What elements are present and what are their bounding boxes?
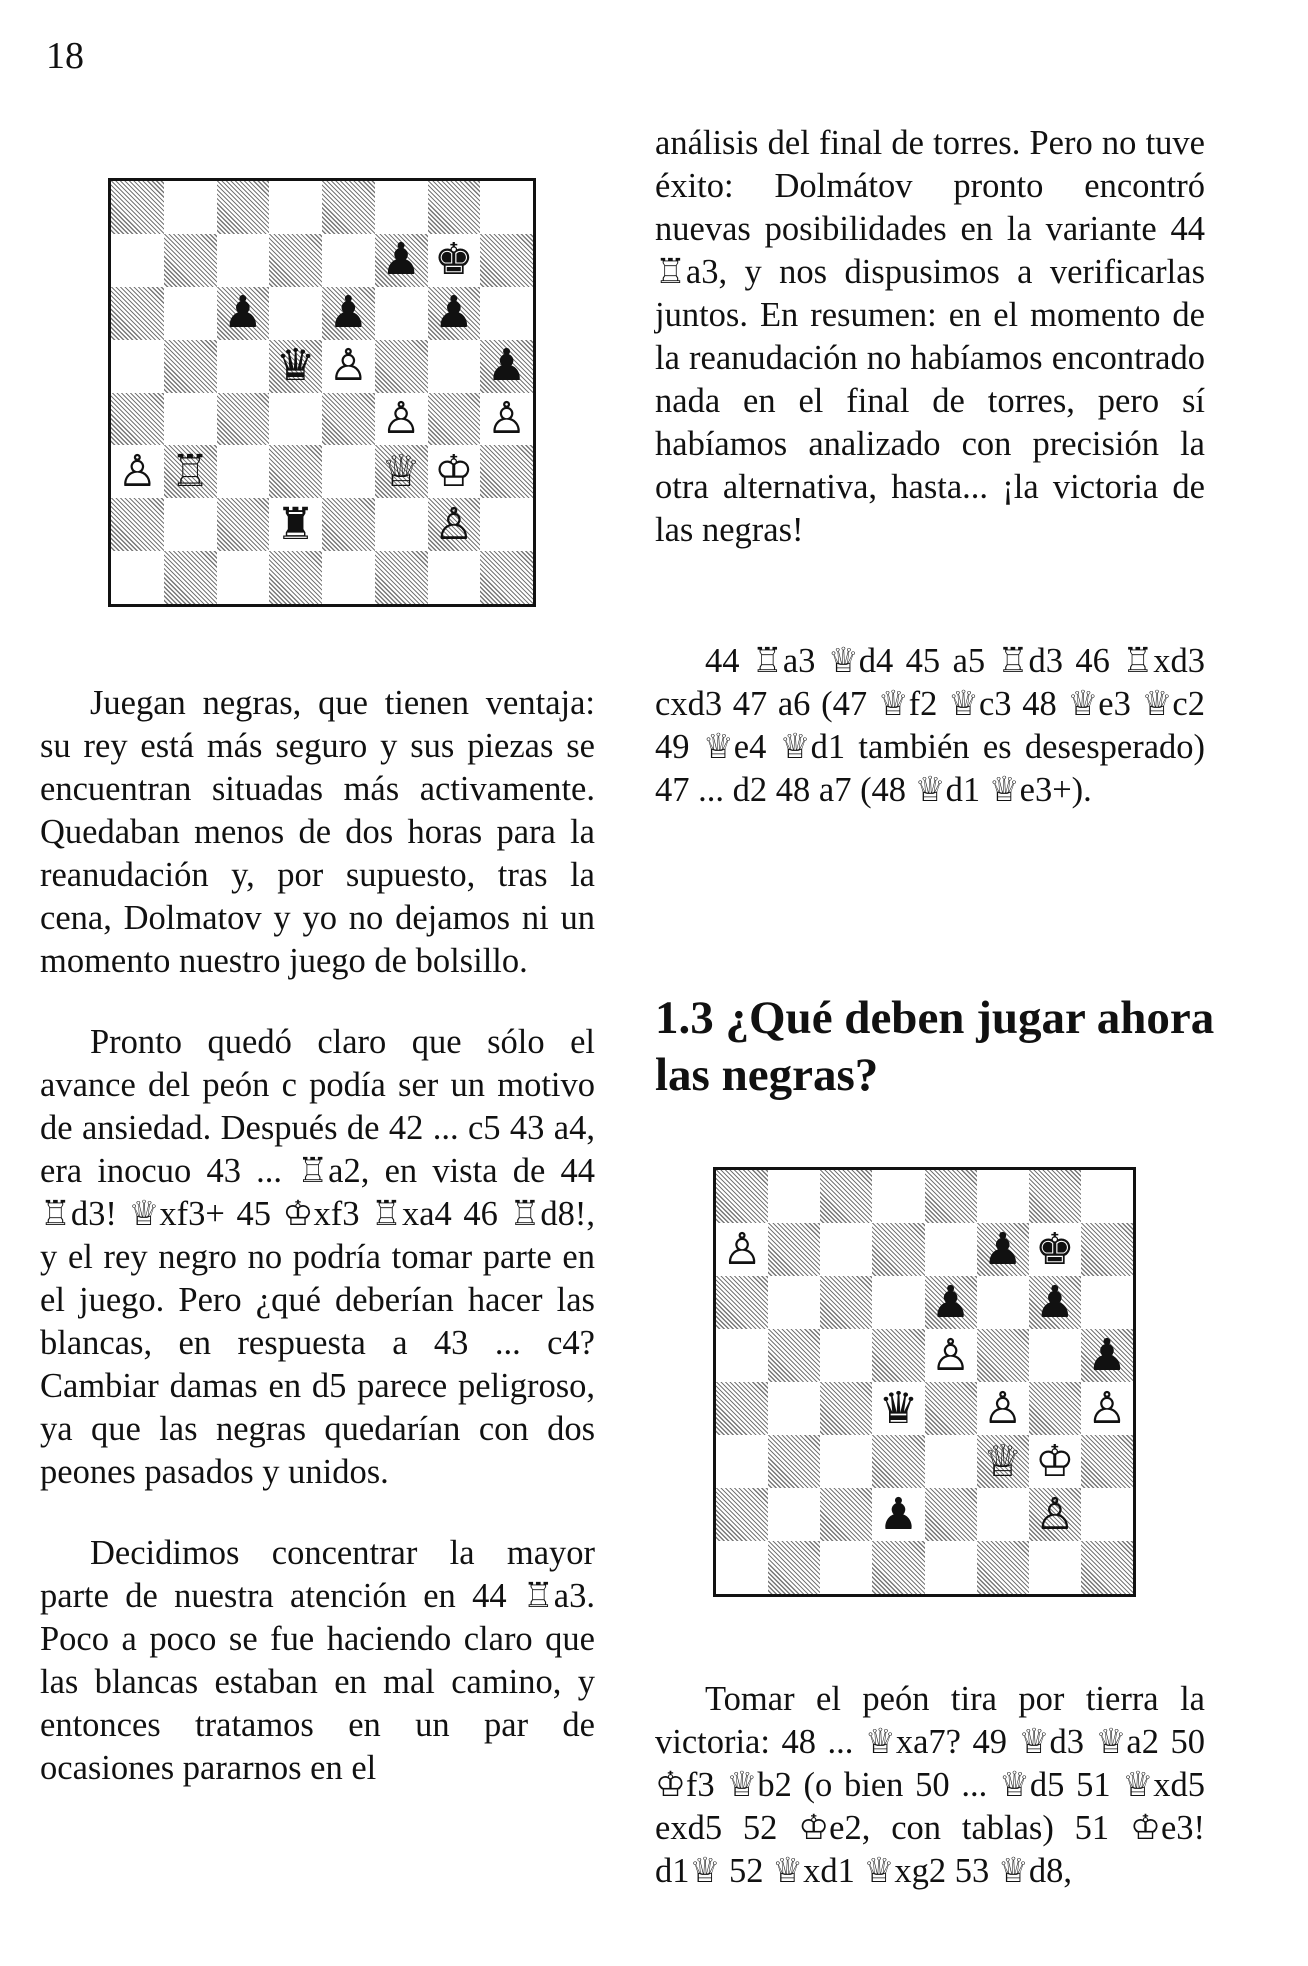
square-c8 xyxy=(217,181,270,234)
square-e3 xyxy=(322,445,375,498)
square-g6 xyxy=(1029,1276,1081,1329)
square-a7 xyxy=(111,234,164,287)
square-b3 xyxy=(164,445,217,498)
square-e1 xyxy=(322,551,375,604)
square-c7 xyxy=(820,1223,872,1276)
square-h6 xyxy=(480,287,533,340)
square-g8 xyxy=(428,181,481,234)
chess-piece: ♟ xyxy=(381,234,421,286)
square-e6 xyxy=(322,287,375,340)
square-d3 xyxy=(872,1435,924,1488)
square-a2 xyxy=(716,1488,768,1541)
chess-piece: ♟ xyxy=(1035,1276,1075,1328)
square-d7 xyxy=(269,234,322,287)
chess-piece: ♛ xyxy=(878,1382,919,1434)
chess-piece: ♛ xyxy=(275,340,316,392)
square-b2 xyxy=(164,498,217,551)
square-b1 xyxy=(164,551,217,604)
square-d1 xyxy=(269,551,322,604)
square-c1 xyxy=(217,551,270,604)
square-h5 xyxy=(480,340,533,393)
square-h8 xyxy=(1081,1170,1133,1223)
square-g4 xyxy=(1029,1382,1081,1435)
chess-piece: ♙ xyxy=(117,445,158,497)
square-c7 xyxy=(217,234,270,287)
square-e5 xyxy=(925,1329,977,1382)
square-d2 xyxy=(872,1488,924,1541)
square-h6 xyxy=(1081,1276,1133,1329)
square-f5 xyxy=(977,1329,1029,1382)
right-column-moves xyxy=(655,640,1205,812)
square-e7 xyxy=(925,1223,977,1276)
square-b4 xyxy=(768,1382,820,1435)
square-b8 xyxy=(768,1170,820,1223)
square-g7 xyxy=(428,234,481,287)
chess-piece: ♙ xyxy=(381,392,421,444)
chess-piece: ♙ xyxy=(982,1382,1023,1434)
left-column xyxy=(40,682,595,1790)
square-h7 xyxy=(480,234,533,287)
square-c6 xyxy=(820,1276,872,1329)
square-c1 xyxy=(820,1541,872,1594)
chess-piece: ♟ xyxy=(223,287,263,339)
square-a1 xyxy=(716,1541,768,1594)
chess-piece: ♔ xyxy=(434,445,474,497)
square-d6 xyxy=(269,287,322,340)
chess-piece: ♙ xyxy=(1035,1488,1075,1540)
chess-piece: ♚ xyxy=(1035,1223,1075,1275)
square-f2 xyxy=(977,1488,1029,1541)
square-h4 xyxy=(1081,1382,1133,1435)
chess-piece: ♟ xyxy=(434,287,474,339)
square-b4 xyxy=(164,393,217,446)
square-g2 xyxy=(428,498,481,551)
paragraph-1: Juegan negras, que tienen ventaja: su rey está más seguro y sus piezas se encuentran situadas más activamente. Quedaban menos de dos horas para la reanudación y, por supuesto, tras la cena, Dolmatov y yo no dejamos ni un momento nuestro juego de bolsillo. xyxy=(40,684,595,980)
square-c8 xyxy=(820,1170,872,1223)
square-c5 xyxy=(820,1329,872,1382)
square-f3 xyxy=(977,1435,1029,1488)
paragraph-2: Pronto quedó claro que sólo el avance del peón c podía ser un motivo de ansiedad. Después de 42 ... c5 43 a4, era inocuo 43 ... ♖a2, en vista de 44 ♖d3! ♕xf3+ 45 ♔xf3 ♖xa4 46 ♖d8!, y el rey negro no podría tomar parte en el juego. Pero ¿qué deberían hacer las blancas, en respuesta a 43 ... c4? Cambiar damas en d5 parece peligroso, ya que las negras quedarían con dos peones pasados y unidos. xyxy=(40,1023,595,1491)
square-h3 xyxy=(480,445,533,498)
chess-piece: ♙ xyxy=(930,1329,971,1381)
square-g6 xyxy=(428,287,481,340)
square-a6 xyxy=(716,1276,768,1329)
square-d7 xyxy=(872,1223,924,1276)
square-b5 xyxy=(768,1329,820,1382)
square-a2 xyxy=(111,498,164,551)
square-h2 xyxy=(480,498,533,551)
square-f8 xyxy=(375,181,428,234)
right-column-bottom xyxy=(655,1678,1205,1893)
square-b1 xyxy=(768,1541,820,1594)
square-a7 xyxy=(716,1223,768,1276)
square-f1 xyxy=(977,1541,1029,1594)
chess-piece: ♙ xyxy=(486,392,527,444)
square-h3 xyxy=(1081,1435,1133,1488)
square-c2 xyxy=(820,1488,872,1541)
square-b5 xyxy=(164,340,217,393)
square-a5 xyxy=(111,340,164,393)
square-a8 xyxy=(111,181,164,234)
square-g4 xyxy=(428,393,481,446)
chess-piece: ♙ xyxy=(328,340,369,392)
square-f7 xyxy=(375,234,428,287)
square-f1 xyxy=(375,551,428,604)
square-e4 xyxy=(925,1382,977,1435)
square-a3 xyxy=(111,445,164,498)
square-g5 xyxy=(428,340,481,393)
square-d4 xyxy=(872,1382,924,1435)
square-h2 xyxy=(1081,1488,1133,1541)
square-a1 xyxy=(111,551,164,604)
move-sequence: 44 ♖a3 ♕d4 45 a5 ♖d3 46 ♖xd3 cxd3 47 a6 (47 ♕f2 ♕c3 48 ♕e3 ♕c2 49 ♕e4 ♕d1 también es desesperado) 47 ... d2 48 a7 (48 ♕d1 ♕e3+). xyxy=(655,642,1205,809)
square-h1 xyxy=(480,551,533,604)
square-d8 xyxy=(269,181,322,234)
square-f4 xyxy=(375,393,428,446)
square-d5 xyxy=(269,340,322,393)
square-c4 xyxy=(820,1382,872,1435)
square-d5 xyxy=(872,1329,924,1382)
chess-piece: ♟ xyxy=(982,1223,1023,1275)
square-b6 xyxy=(768,1276,820,1329)
square-e4 xyxy=(322,393,375,446)
chess-piece: ♟ xyxy=(930,1276,971,1328)
square-e7 xyxy=(322,234,375,287)
chess-piece: ♟ xyxy=(878,1488,919,1540)
square-f4 xyxy=(977,1382,1029,1435)
square-h4 xyxy=(480,393,533,446)
square-d8 xyxy=(872,1170,924,1223)
chess-piece: ♔ xyxy=(1035,1435,1075,1487)
square-f6 xyxy=(977,1276,1029,1329)
square-d4 xyxy=(269,393,322,446)
square-a4 xyxy=(111,393,164,446)
paragraph-continued: análisis del final de torres. Pero no tuve éxito: Dolmátov pronto encontró nuevas posibilidades en la variante 44 ♖a3, y nos dispusimos a verificarlas juntos. En resumen: en el momento de la reanudación no habíamos encontrado nada en el final de torres, pero sí habíamos analizado con precisión la otra alternativa, hasta... ¡la victoria de las negras! xyxy=(655,124,1205,549)
square-b2 xyxy=(768,1488,820,1541)
square-d2 xyxy=(269,498,322,551)
square-e8 xyxy=(925,1170,977,1223)
square-h1 xyxy=(1081,1541,1133,1594)
square-g7 xyxy=(1029,1223,1081,1276)
square-c6 xyxy=(217,287,270,340)
chess-piece: ♕ xyxy=(381,445,421,497)
square-f3 xyxy=(375,445,428,498)
square-g8 xyxy=(1029,1170,1081,1223)
square-a8 xyxy=(716,1170,768,1223)
paragraph-3: Decidimos concentrar la mayor parte de nuestra atención en 44 ♖a3. Poco a poco se fue haciendo claro que las blancas estaban en mal camino, y entonces tratamos en un par de ocasiones pararnos en el xyxy=(40,1534,595,1787)
chess-piece: ♙ xyxy=(1087,1382,1127,1434)
square-b8 xyxy=(164,181,217,234)
chess-piece: ♙ xyxy=(722,1223,762,1275)
square-h7 xyxy=(1081,1223,1133,1276)
square-g2 xyxy=(1029,1488,1081,1541)
square-g3 xyxy=(428,445,481,498)
square-c4 xyxy=(217,393,270,446)
right-column-top xyxy=(655,122,1205,552)
chess-piece: ♟ xyxy=(328,287,369,339)
square-e5 xyxy=(322,340,375,393)
square-c5 xyxy=(217,340,270,393)
square-h5 xyxy=(1081,1329,1133,1382)
chess-piece: ♖ xyxy=(170,445,210,497)
square-b7 xyxy=(164,234,217,287)
square-g5 xyxy=(1029,1329,1081,1382)
page-number: 18 xyxy=(46,35,84,77)
square-g1 xyxy=(1029,1541,1081,1594)
chess-piece: ♚ xyxy=(434,234,474,286)
square-d6 xyxy=(872,1276,924,1329)
square-f8 xyxy=(977,1170,1029,1223)
square-e6 xyxy=(925,1276,977,1329)
square-c3 xyxy=(820,1435,872,1488)
square-g3 xyxy=(1029,1435,1081,1488)
square-e3 xyxy=(925,1435,977,1488)
square-d1 xyxy=(872,1541,924,1594)
square-e1 xyxy=(925,1541,977,1594)
chess-diagram-2 xyxy=(713,1167,1136,1597)
square-b3 xyxy=(768,1435,820,1488)
chess-piece: ♜ xyxy=(275,498,316,550)
square-a6 xyxy=(111,287,164,340)
square-c2 xyxy=(217,498,270,551)
chess-piece: ♙ xyxy=(434,498,474,550)
square-f6 xyxy=(375,287,428,340)
chess-piece: ♕ xyxy=(982,1435,1023,1487)
square-h8 xyxy=(480,181,533,234)
square-a5 xyxy=(716,1329,768,1382)
square-e2 xyxy=(322,498,375,551)
square-a4 xyxy=(716,1382,768,1435)
chess-piece: ♟ xyxy=(486,340,527,392)
square-d3 xyxy=(269,445,322,498)
section-heading: 1.3 ¿Qué deben jugar ahora las negras? xyxy=(655,992,1215,1101)
square-e8 xyxy=(322,181,375,234)
square-g1 xyxy=(428,551,481,604)
square-e2 xyxy=(925,1488,977,1541)
square-b6 xyxy=(164,287,217,340)
chess-piece: ♟ xyxy=(1087,1329,1127,1381)
square-f5 xyxy=(375,340,428,393)
square-c3 xyxy=(217,445,270,498)
square-f7 xyxy=(977,1223,1029,1276)
paragraph-answer: Tomar el peón tira por tierra la victoria: 48 ... ♕xa7? 49 ♕d3 ♕a2 50 ♔f3 ♕b2 (o bien 50 ... ♕d5 51 ♕xd5 exd5 52 ♔e2, con tablas) 51 ♔e3! d1♕ 52 ♕xd1 ♕xg2 53 ♕d8, xyxy=(655,1680,1205,1890)
square-b7 xyxy=(768,1223,820,1276)
square-a3 xyxy=(716,1435,768,1488)
square-f2 xyxy=(375,498,428,551)
chess-diagram-1 xyxy=(108,178,536,607)
